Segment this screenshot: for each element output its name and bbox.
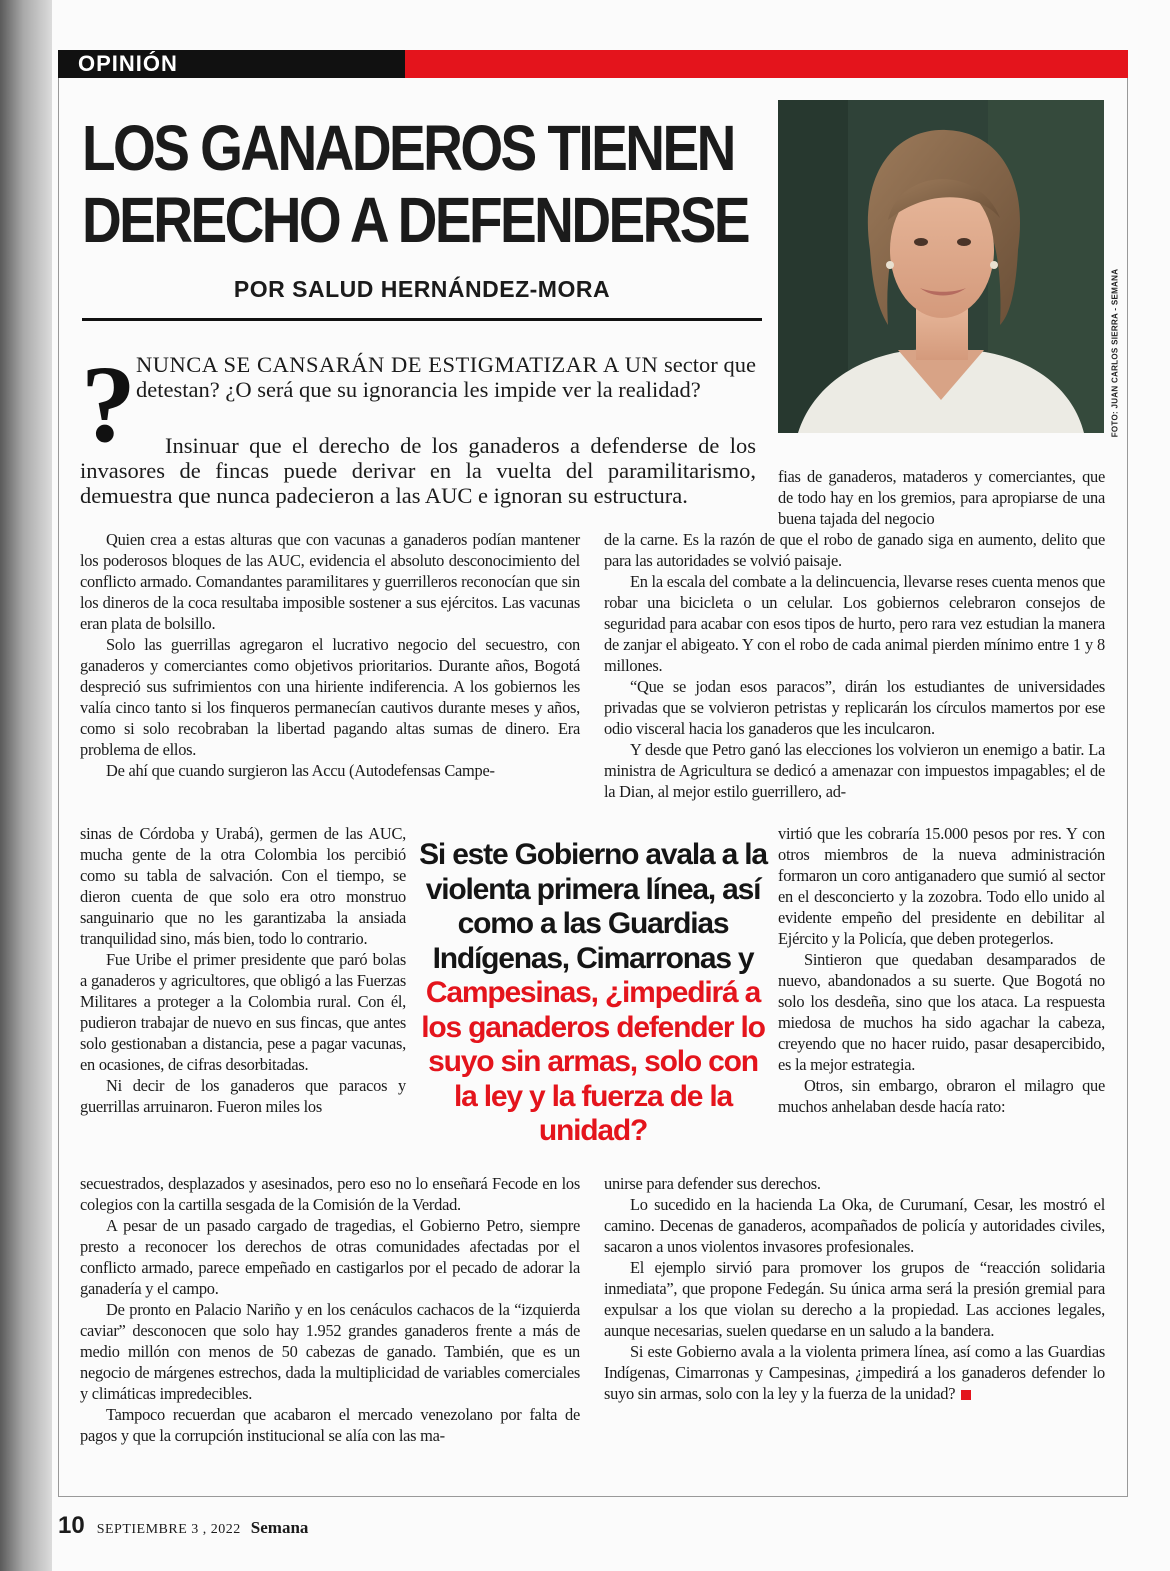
drop-cap: ¿	[81, 367, 136, 489]
lead-caps: NUNCA SE CANSARÁN DE ESTIGMATIZAR A UN	[136, 352, 659, 377]
paragraph: sinas de Córdoba y Urabá), germen de las AUC, mucha gente de la otra Colombia los percibió como su tabla de salvación. Con el tiempo, se dieron cuenta de que solo era otro monstruo sanguinario que no les garantizaba la ansiada tranquilidad sino, más bien, todo lo contrario.	[80, 824, 406, 948]
lead-paragraph-1	[136, 352, 756, 402]
pull-quote-red: Campesinas, ¿impedirá a los ganaderos defender lo suyo sin armas, solo con la ley y la fuerza de la unidad?	[421, 976, 765, 1147]
paragraph: Ni decir de los ganaderos que paracos y guerrillas arruinaron. Fueron miles los	[80, 1076, 406, 1116]
column-2-bottom	[604, 1173, 1105, 1404]
headline	[82, 112, 749, 256]
paragraph: de la carne. Es la razón de que el robo de ganado siga en aumento, delito que para las autoridades se volvió paisaje.	[604, 530, 1105, 570]
headline-line-1: LOS GANADEROS TIENEN	[82, 112, 734, 184]
paragraph: Solo las guerrillas agregaron el lucrativo negocio del secuestro, con ganaderos y comerciantes como objetivos prioritarios. Durante años, Bogotá despreció sus sufrimientos con una hiriente indiferencia. A los gobiernos les valía cinco tanto si los finqueros permanecían cautivos durante meses y años, como si solo recobraban la libertad pagando altas sumas de dinero. Era problema de ellos.	[80, 635, 580, 759]
magazine-name: Semana	[250, 1518, 309, 1537]
paragraph: Quien crea a estas alturas que con vacunas a ganaderos podían mantener los poderosos bloques de las AUC, evidencia el absoluto desconocimiento del conflicto armado. Comandantes paramilitares y guerrilleros reconocían que sin los dineros de la coca resultaba imposible sostener a sus ejércitos. Las vacunas eran plata de bolsillo.	[80, 530, 580, 633]
paragraph: Otros, sin embargo, obraron el milagro que muchos anhelaban desde hacía rato:	[778, 1076, 1105, 1116]
column-2-middle	[778, 823, 1105, 1117]
column-1-top	[80, 529, 580, 781]
paragraph: unirse para defender sus derechos.	[604, 1174, 821, 1193]
byline: POR SALUD HERNÁNDEZ-MORA	[233, 276, 611, 302]
column-2-top	[778, 466, 1105, 529]
pull-quote-black: Si este Gobierno avala a la violenta primera línea, así como a las Guardias Indígenas, Cimarronas y	[419, 838, 767, 975]
pull-quote	[418, 838, 768, 1149]
paragraph: De pronto en Palacio Nariño y en los cenáculos cachacos de la “izquierda caviar” desconocen que solo hay 1.952 grandes ganaderos frente a más de medio millón con menos de 50 cabezas de ganado. También, que es un negocio de márgenes estrechos, dada la multiplicidad de variables comerciales y climáticas impredecibles.	[80, 1300, 580, 1403]
lead-rest: sector que detestan? ¿O será que su ignorancia les impide ver la realidad?	[136, 352, 756, 402]
page-footer	[58, 1512, 308, 1542]
paragraph: “Que se jodan esos paracos”, dirán los estudiantes de universidades privadas que se volvieron petristas y replicarán los círculos mamertos por ese odio visceral hacia los ganaderos que les inculcaron.	[604, 677, 1105, 738]
author-portrait	[778, 100, 1104, 433]
paragraph: En la escala del combate a la delincuencia, llevarse reses cuenta menos que robar una bicicleta o un celular. Los gobiernos celebraron consejos de seguridad para acabar con esos tipos de hurto, pero rara vez estudian la manera de zanjar el abigeato. Y con el robo de cada animal pierden mínimo entre 1 y 8 millones.	[604, 572, 1106, 675]
page-binding-shadow	[0, 0, 52, 1571]
lead-paragraph-2: Insinuar que el derecho de los ganaderos a defenderse de los invasores de fincas puede derivar en la vuelta del paramilitarismo, demuestra que nunca padecieron a las AUC e ignoran su estructura.	[80, 433, 756, 508]
paragraph: Y desde que Petro ganó las elecciones los volvieron un enemigo a batir. La ministra de Agricultura se dedicó a amenazar con impuestos impagables; el de la Dian, al mejor estilo guerrillero, ad-	[604, 740, 1105, 801]
column-1-middle	[80, 823, 406, 1117]
column-1-bottom	[80, 1173, 580, 1446]
headline-rule	[82, 318, 762, 321]
paragraph: Sintieron que quedaban desamparados de nuevo, abandonados a su suerte. Que Bogotá no solo los desdeña, sino que los ataca. La respuesta miedosa de muchos ha sido agachar la cabeza, creyendo que no hacer ruido, pasar desapercibido, es la mejor estrategia.	[778, 950, 1105, 1074]
paragraph: Tampoco recuerdan que acabaron el mercado venezolano por falta de pagos y que la corrupción institucional se alía con las ma-	[80, 1405, 580, 1445]
section-bar	[58, 50, 1128, 78]
headline-line-2: DERECHO A DEFENDERSE	[82, 184, 749, 256]
issue-date: SEPTIEMBRE 3 , 2022	[96, 1522, 241, 1537]
paragraph: El ejemplo sirvió para promover los grupos de “reacción solidaria inmediata”, que propone Fedegán. Su única arma será la presión gremial para expulsar a los que violan su derecho a la propiedad. Las acciones legales, aunque necesarias, suelen quedarse en un saludo a la bandera.	[604, 1258, 1105, 1340]
paragraph: Lo sucedido en la hacienda La Oka, de Curumaní, Cesar, les mostró el camino. Decenas de ganaderos, acompañados de policía y autoridades civiles, sacaron a unos violentos invasores profesionales.	[604, 1195, 1105, 1256]
paragraph: virtió que les cobraría 15.000 pesos por res. Y con otros miembros de la nueva administración formaron un coro antiganadero que sumió al sector en el desconcierto y la zozobra. Todo ello unido al evidente empeño del presidente en debilitar al Ejército y la Policía, que deben protegerlos.	[778, 824, 1105, 948]
paragraph: De ahí que cuando surgieron las Accu (Autodefensas Campe-	[106, 761, 495, 780]
end-mark-square-icon	[961, 1390, 971, 1400]
author-photo	[778, 100, 1104, 433]
paragraph: Fue Uribe el primer presidente que paró bolas a ganaderos y agricultores, que obligó a las Fuerzas Militares a proteger a la Colombia rural. Con él, pudieron trabajar de nuevo en sus fincas, que antes solo gestionaban a distancia, pese a pagar vacunas, en ocasiones, de cifras desorbitadas.	[80, 950, 406, 1074]
paragraph: secuestrados, desplazados y asesinados, pero eso no lo enseñará Fecode en los colegios con la cartilla sesgada de la Comisión de la Verdad.	[80, 1174, 580, 1214]
photo-credit: FOTO: JUAN CARLOS SIERRA - SEMANA	[1110, 268, 1120, 438]
section-label: OPINIÓN	[78, 51, 178, 76]
paragraph: A pesar de un pasado cargado de tragedias, el Gobierno Petro, siempre presto a reconocer los derechos de otras comunidades afectadas por el conflicto armado, parece empeñado en castigarlos por el pecado de adorar la ganadería y el campo.	[80, 1216, 580, 1298]
page-number: 10	[58, 1512, 85, 1539]
paragraph: Si este Gobierno avala a la violenta primera línea, así como a las Guardias Indígenas, Cimarronas y Campesinas, ¿impedirá a los ganaderos defender lo suyo sin armas, solo con la ley y la fuerza de la unidad?	[604, 1342, 1105, 1403]
column-2-upper	[604, 529, 1105, 802]
paragraph: fias de ganaderos, mataderos y comerciantes, que de todo hay en los gremios, para apropiarse de una buena tajada del negocio	[778, 467, 1105, 528]
